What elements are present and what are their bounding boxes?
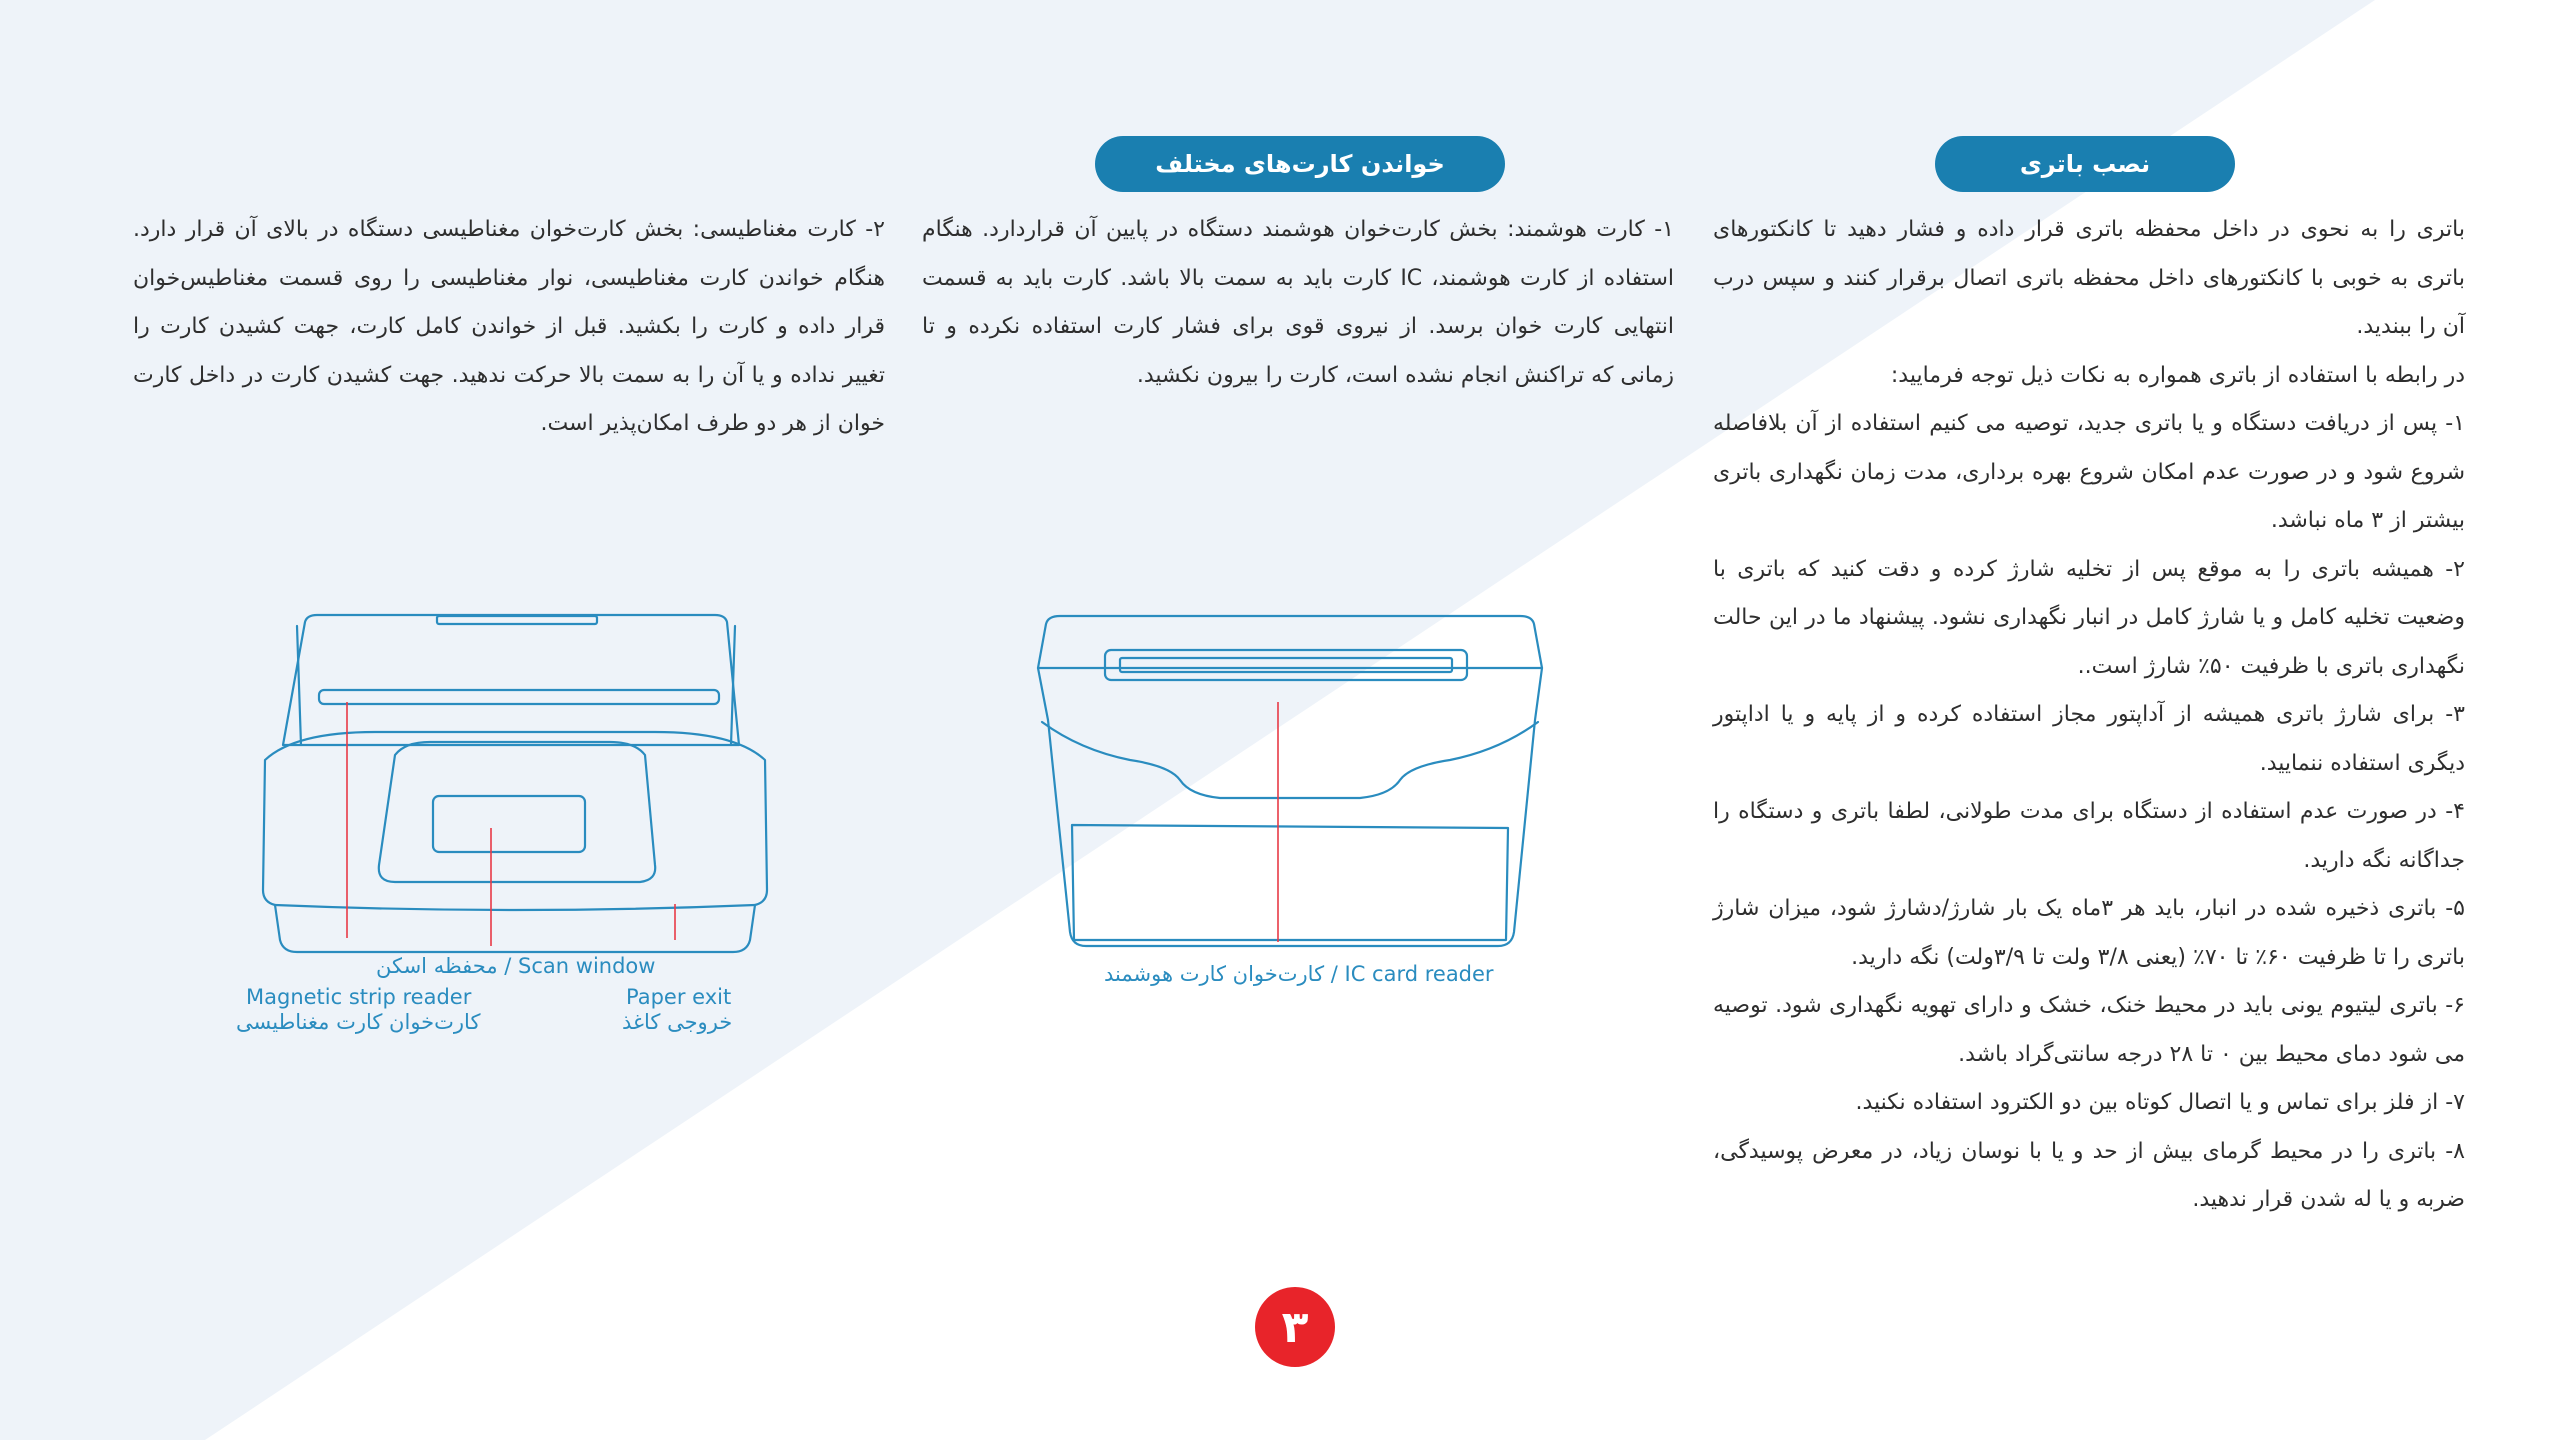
battery-cover-panel <box>1072 825 1508 940</box>
ic-card-reader-label: کارت‌خوان کارت هوشمند / IC card reader <box>1104 962 1494 986</box>
paper-exit-label-fa: خروجی کاغذ <box>622 1010 733 1034</box>
printer-head-back <box>731 626 735 745</box>
battery-paragraph: باتری را به نحوی در داخل محفظه باتری قرار داده و فشار دهید تا کانکتورهای باتری به خوبی با کانکتورهای داخل محفظه باتری اتصال برقرار کنند و سپس درب آن را ببندید. <box>1713 217 2465 339</box>
battery-paragraph: ۲- همیشه باتری را به موقع پس از تخلیه شارژ کرده و دقت کنید که باتری با وضعیت تخلیه کامل و یا شارژ کامل در انبار نگهداری نشود. پیشنهاد ما در این حالت نگهداری باتری با ظرفیت ۵۰٪ شارژ است.. <box>1713 556 2465 679</box>
battery-section-text <box>1713 206 2465 1225</box>
printer-head-outline <box>283 615 739 745</box>
magnetic-reader-label-en: Magnetic strip reader <box>246 985 472 1009</box>
ic-card-slot-inner <box>1120 658 1452 672</box>
battery-section-title: نصب باتری <box>1935 136 2235 192</box>
page-number-badge: ۳ <box>1255 1287 1335 1367</box>
battery-paragraph: ۸- باتری را در محیط گرمای بیش از حد و یا با نوسان زیاد، در معرض پوسیدگی، ضربه و یا له شدن قرار ندهید. <box>1713 1138 2465 1212</box>
magnetic-strip-slot <box>319 690 719 704</box>
battery-paragraph: در رابطه با استفاده از باتری همواره به نکات ذیل توجه فرمایید: <box>1890 362 2465 388</box>
battery-paragraph: ۱- پس از دریافت دستگاه و یا باتری جدید، توصیه می کنیم استفاده از آن بلافاصله شروع شود و در صورت عدم امکان شروع بهره برداری، مدت زمان نگهداری باتری بیشتر از ۳ ماه نباشد. <box>1713 411 2465 533</box>
magnetic-reader-label-fa: کارت‌خوان کارت مغناطیسی <box>236 1010 481 1034</box>
smart-card-text: ۱- کارت هوشمند: بخش کارت‌خوان هوشمند دستگاه در پایین آن قراردارد. هنگام استفاده از کارت هوشمند، IC کارت باید به سمت بالا باشد. کارت باید به قسمت انتهایی کارت خوان برسد. از نیروی قوی برای فشار کارت استفاده نکرده و تا زمانی که تراکنش انجام نشده است، کارت را بیرون نکشید. <box>922 217 1674 388</box>
body-contour-curve <box>1042 722 1538 798</box>
scan-window <box>433 796 585 852</box>
cards-section-title: خواندن کارت‌های مختلف <box>1095 136 1505 192</box>
device-bottom-view-drawing <box>1030 610 1550 960</box>
scan-window-label: محفظه اسکن / Scan window <box>376 954 656 978</box>
battery-paragraph: ۵- باتری ذخیره شده در انبار، باید هر ۳ماه یک بار شارژ/دشارژ شود، میزان شارژ باتری را تا ظرفیت ۶۰٪ تا ۷۰٪ (یعنی ۳/۸ ولت تا ۳/۹ولت) نگه دارید. <box>1713 896 2465 970</box>
paper-exit-label-en: Paper exit <box>626 985 732 1009</box>
top-slot <box>437 616 597 624</box>
ic-card-slot-outer <box>1105 650 1467 680</box>
magnetic-card-text: ۲- کارت مغناطیسی: بخش کارت‌خوان مغناطیسی دستگاه در بالای آن قرار دارد. هنگام خواندن کارت مغناطیسی، نوار مغناطیسی را روی قسمت مغناطیس‌خوان قرار داده و کارت را بکشید. قبل از خواندن کامل کارت، جهت کشیدن کارت را تغییر نداده و یا آن را به سمت بالا حرکت ندهید. جهت کشیدن کارت در داخل کارت خوان از هر دو طرف امکان‌پذیر است. <box>133 217 885 436</box>
battery-paragraph: ۴- در صورت عدم استفاده از دستگاه برای مدت طولانی، لطفا باتری و دستگاه را جداگانه نگه دارید. <box>1713 799 2465 873</box>
device-top-view-drawing <box>255 610 775 970</box>
scan-window-frame <box>379 742 655 882</box>
battery-paragraph: ۶- باتری لیتیوم یونی باید در محیط خنک، خشک و دارای تهویه نگهداری شود. توصیه می شود دمای محیط بین ۰ تا ۲۸ درجه سانتی‌گراد باشد. <box>1713 993 2465 1067</box>
battery-paragraph: ۷- از فلز برای تماس و یا اتصال کوتاه بین دو الکترود استفاده نکنید. <box>1855 1090 2465 1115</box>
device-body-outline <box>263 732 767 952</box>
battery-paragraph: ۳- برای شارژ باتری همیشه از آداپتور مجاز استفاده کرده و از پایه و یا اداپتور دیگری استفاده ننمایید. <box>1713 702 2465 776</box>
